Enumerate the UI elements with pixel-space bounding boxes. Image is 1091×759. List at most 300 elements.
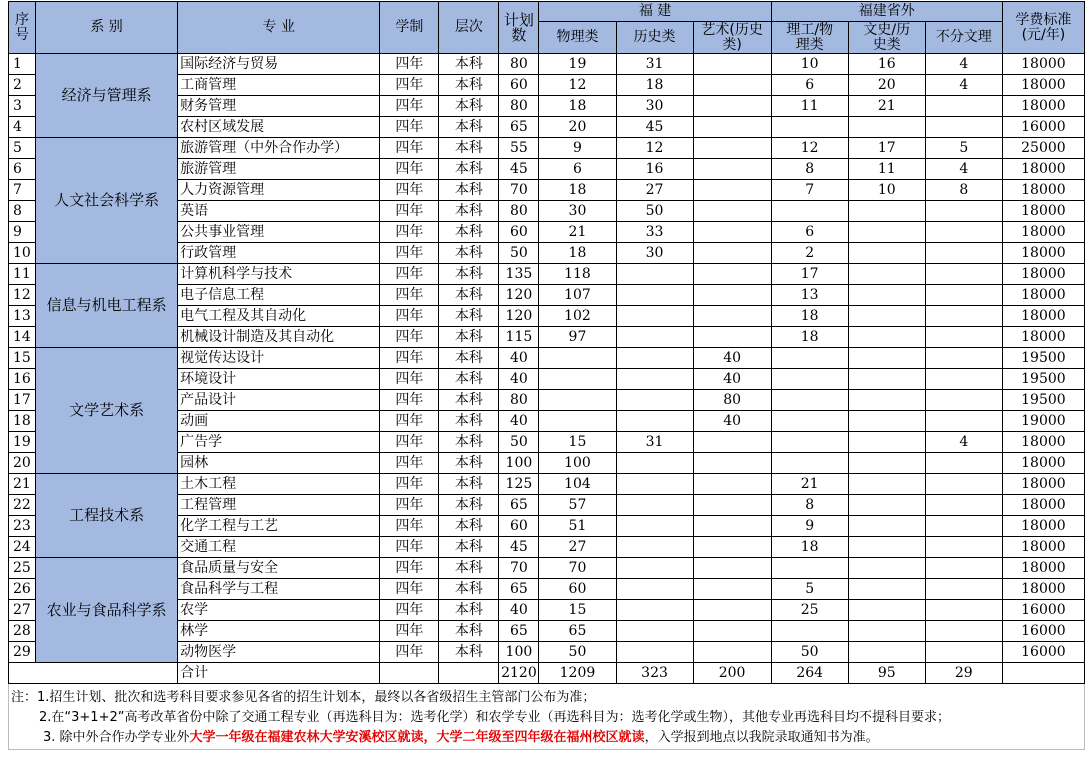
total-value: 323 bbox=[616, 663, 693, 684]
cell-seq: 2 bbox=[9, 75, 36, 96]
cell-sci: 12 bbox=[771, 138, 848, 159]
col-header-nosplit: 不分文理 bbox=[925, 22, 1002, 54]
cell-level: 本科 bbox=[439, 222, 499, 243]
dept-cell: 农业与食品科学系 bbox=[36, 558, 178, 663]
cell-plan: 45 bbox=[499, 537, 539, 558]
cell-nosplit: 8 bbox=[925, 180, 1002, 201]
cell-lib: 20 bbox=[848, 75, 925, 96]
cell-seq: 6 bbox=[9, 159, 36, 180]
cell-seq: 22 bbox=[9, 495, 36, 516]
cell-art bbox=[693, 516, 771, 537]
cell-lib bbox=[848, 243, 925, 264]
cell-major: 农村区域发展 bbox=[178, 117, 380, 138]
notes-section bbox=[8, 684, 1085, 750]
cell-duration: 四年 bbox=[380, 138, 439, 159]
cell-history: 27 bbox=[616, 180, 693, 201]
cell-nosplit: 4 bbox=[925, 432, 1002, 453]
cell-major: 公共事业管理 bbox=[178, 222, 380, 243]
cell-fee: 18000 bbox=[1002, 75, 1084, 96]
cell-fee: 18000 bbox=[1002, 285, 1084, 306]
cell-duration: 四年 bbox=[380, 54, 439, 75]
cell-sci bbox=[771, 432, 848, 453]
cell-seq: 27 bbox=[9, 600, 36, 621]
cell-duration: 四年 bbox=[380, 243, 439, 264]
cell-level: 本科 bbox=[439, 138, 499, 159]
cell-sci: 6 bbox=[771, 222, 848, 243]
total-value: 2120 bbox=[499, 663, 539, 684]
cell-physics: 21 bbox=[539, 222, 616, 243]
cell-duration: 四年 bbox=[380, 348, 439, 369]
cell-history: 31 bbox=[616, 54, 693, 75]
cell-history bbox=[616, 453, 693, 474]
cell-level: 本科 bbox=[439, 264, 499, 285]
cell-fee: 18000 bbox=[1002, 474, 1084, 495]
cell-nosplit bbox=[925, 537, 1002, 558]
cell-art: 40 bbox=[693, 411, 771, 432]
cell-sci bbox=[771, 369, 848, 390]
cell-seq: 15 bbox=[9, 348, 36, 369]
cell-seq: 17 bbox=[9, 390, 36, 411]
table-row bbox=[9, 138, 1085, 159]
cell-duration: 四年 bbox=[380, 201, 439, 222]
cell-major: 广告学 bbox=[178, 432, 380, 453]
cell-sci: 10 bbox=[771, 54, 848, 75]
col-header-fujian: 福 建 bbox=[539, 2, 771, 22]
cell-art bbox=[693, 642, 771, 663]
cell-physics: 107 bbox=[539, 285, 616, 306]
cell-lib bbox=[848, 495, 925, 516]
cell-physics: 97 bbox=[539, 327, 616, 348]
cell-duration: 四年 bbox=[380, 222, 439, 243]
cell-plan: 50 bbox=[499, 432, 539, 453]
dept-cell: 文学艺术系 bbox=[36, 348, 178, 474]
cell-seq: 29 bbox=[9, 642, 36, 663]
cell-level: 本科 bbox=[439, 159, 499, 180]
cell-duration: 四年 bbox=[380, 390, 439, 411]
table-row bbox=[9, 54, 1085, 75]
cell-history: 31 bbox=[616, 432, 693, 453]
cell-fee: 18000 bbox=[1002, 159, 1084, 180]
cell-fee: 18000 bbox=[1002, 180, 1084, 201]
cell-physics bbox=[539, 369, 616, 390]
cell-major: 人力资源管理 bbox=[178, 180, 380, 201]
cell-lib bbox=[848, 579, 925, 600]
cell-lib bbox=[848, 558, 925, 579]
cell-nosplit bbox=[925, 579, 1002, 600]
cell-history bbox=[616, 621, 693, 642]
cell-plan: 80 bbox=[499, 54, 539, 75]
table-row bbox=[9, 474, 1085, 495]
cell-nosplit: 4 bbox=[925, 159, 1002, 180]
cell-fee: 18000 bbox=[1002, 495, 1084, 516]
cell-sci bbox=[771, 453, 848, 474]
cell-major: 财务管理 bbox=[178, 96, 380, 117]
col-header-plan: 计划数 bbox=[499, 2, 539, 54]
cell-plan: 125 bbox=[499, 474, 539, 495]
cell-art bbox=[693, 558, 771, 579]
cell-plan: 80 bbox=[499, 201, 539, 222]
cell-sci: 18 bbox=[771, 327, 848, 348]
cell-major: 化学工程与工艺 bbox=[178, 516, 380, 537]
cell-nosplit bbox=[925, 558, 1002, 579]
cell-level: 本科 bbox=[439, 201, 499, 222]
cell-art bbox=[693, 96, 771, 117]
cell-nosplit bbox=[925, 516, 1002, 537]
cell-physics: 12 bbox=[539, 75, 616, 96]
cell-fee: 25000 bbox=[1002, 138, 1084, 159]
cell-level: 本科 bbox=[439, 54, 499, 75]
total-value: 200 bbox=[693, 663, 771, 684]
cell-duration: 四年 bbox=[380, 285, 439, 306]
cell-history: 33 bbox=[616, 222, 693, 243]
cell-level: 本科 bbox=[439, 600, 499, 621]
cell-major: 交通工程 bbox=[178, 537, 380, 558]
cell-lib: 11 bbox=[848, 159, 925, 180]
cell-fee: 18000 bbox=[1002, 432, 1084, 453]
cell-physics: 18 bbox=[539, 180, 616, 201]
cell-duration: 四年 bbox=[380, 558, 439, 579]
cell-level: 本科 bbox=[439, 474, 499, 495]
cell-nosplit bbox=[925, 327, 1002, 348]
table-row bbox=[9, 558, 1085, 579]
cell-nosplit bbox=[925, 390, 1002, 411]
cell-sci: 9 bbox=[771, 516, 848, 537]
cell-art bbox=[693, 180, 771, 201]
cell-art bbox=[693, 327, 771, 348]
cell-history bbox=[616, 264, 693, 285]
cell-seq: 21 bbox=[9, 474, 36, 495]
cell-lib bbox=[848, 285, 925, 306]
cell-seq: 20 bbox=[9, 453, 36, 474]
col-header-level: 层次 bbox=[439, 2, 499, 54]
col-header-major: 专 业 bbox=[178, 2, 380, 54]
cell-seq: 24 bbox=[9, 537, 36, 558]
cell-plan: 65 bbox=[499, 495, 539, 516]
cell-sci: 50 bbox=[771, 642, 848, 663]
cell-fee: 18000 bbox=[1002, 516, 1084, 537]
cell-plan: 70 bbox=[499, 558, 539, 579]
cell-history: 50 bbox=[616, 201, 693, 222]
cell-history bbox=[616, 537, 693, 558]
cell-level: 本科 bbox=[439, 243, 499, 264]
cell-lib bbox=[848, 621, 925, 642]
cell-lib bbox=[848, 306, 925, 327]
cell-lib bbox=[848, 348, 925, 369]
cell-major: 视觉传达设计 bbox=[178, 348, 380, 369]
cell-level: 本科 bbox=[439, 621, 499, 642]
cell-nosplit bbox=[925, 96, 1002, 117]
cell-seq: 25 bbox=[9, 558, 36, 579]
cell-level: 本科 bbox=[439, 96, 499, 117]
cell-seq: 19 bbox=[9, 432, 36, 453]
cell-plan: 40 bbox=[499, 600, 539, 621]
cell-physics: 18 bbox=[539, 243, 616, 264]
cell-art bbox=[693, 474, 771, 495]
total-value: 29 bbox=[925, 663, 1002, 684]
cell-lib: 16 bbox=[848, 54, 925, 75]
cell-history bbox=[616, 348, 693, 369]
cell-history bbox=[616, 642, 693, 663]
note-3 bbox=[43, 726, 879, 745]
total-blank bbox=[380, 663, 439, 684]
cell-history bbox=[616, 306, 693, 327]
cell-lib bbox=[848, 537, 925, 558]
cell-plan: 45 bbox=[499, 159, 539, 180]
cell-seq: 12 bbox=[9, 285, 36, 306]
cell-duration: 四年 bbox=[380, 264, 439, 285]
cell-fee: 19000 bbox=[1002, 411, 1084, 432]
cell-nosplit bbox=[925, 474, 1002, 495]
cell-plan: 135 bbox=[499, 264, 539, 285]
cell-physics: 102 bbox=[539, 306, 616, 327]
cell-major: 农学 bbox=[178, 600, 380, 621]
total-value: 264 bbox=[771, 663, 848, 684]
cell-lib bbox=[848, 600, 925, 621]
cell-major: 旅游管理（中外合作办学） bbox=[178, 138, 380, 159]
cell-nosplit bbox=[925, 411, 1002, 432]
col-header-fee: 学费标准(元/年) bbox=[1002, 2, 1084, 54]
cell-physics bbox=[539, 411, 616, 432]
cell-duration: 四年 bbox=[380, 369, 439, 390]
cell-physics: 60 bbox=[539, 579, 616, 600]
cell-duration: 四年 bbox=[380, 159, 439, 180]
cell-fee: 18000 bbox=[1002, 327, 1084, 348]
cell-fee: 18000 bbox=[1002, 537, 1084, 558]
cell-nosplit bbox=[925, 222, 1002, 243]
cell-fee: 16000 bbox=[1002, 600, 1084, 621]
cell-duration: 四年 bbox=[380, 642, 439, 663]
cell-nosplit: 5 bbox=[925, 138, 1002, 159]
cell-seq: 16 bbox=[9, 369, 36, 390]
cell-level: 本科 bbox=[439, 348, 499, 369]
cell-seq: 28 bbox=[9, 621, 36, 642]
cell-seq: 26 bbox=[9, 579, 36, 600]
cell-physics: 100 bbox=[539, 453, 616, 474]
cell-art bbox=[693, 264, 771, 285]
cell-duration: 四年 bbox=[380, 516, 439, 537]
total-blank bbox=[1002, 663, 1084, 684]
cell-fee: 18000 bbox=[1002, 243, 1084, 264]
total-row bbox=[9, 663, 1085, 684]
cell-art bbox=[693, 306, 771, 327]
cell-plan: 65 bbox=[499, 117, 539, 138]
cell-level: 本科 bbox=[439, 285, 499, 306]
cell-art bbox=[693, 138, 771, 159]
cell-sci: 8 bbox=[771, 159, 848, 180]
cell-major: 园林 bbox=[178, 453, 380, 474]
cell-seq: 1 bbox=[9, 54, 36, 75]
cell-lib bbox=[848, 117, 925, 138]
cell-sci: 13 bbox=[771, 285, 848, 306]
cell-art bbox=[693, 579, 771, 600]
col-header-dept: 系 别 bbox=[36, 2, 178, 54]
cell-major: 食品科学与工程 bbox=[178, 579, 380, 600]
cell-physics: 51 bbox=[539, 516, 616, 537]
cell-history bbox=[616, 579, 693, 600]
cell-nosplit bbox=[925, 117, 1002, 138]
cell-fee: 18000 bbox=[1002, 306, 1084, 327]
cell-art bbox=[693, 243, 771, 264]
cell-duration: 四年 bbox=[380, 432, 439, 453]
note-3-prefix: 3. 除中外合作办学专业外 bbox=[43, 730, 190, 745]
cell-nosplit bbox=[925, 369, 1002, 390]
cell-major: 国际经济与贸易 bbox=[178, 54, 380, 75]
cell-physics bbox=[539, 348, 616, 369]
cell-fee: 18000 bbox=[1002, 264, 1084, 285]
cell-art bbox=[693, 432, 771, 453]
cell-sci bbox=[771, 411, 848, 432]
cell-seq: 11 bbox=[9, 264, 36, 285]
cell-physics: 15 bbox=[539, 600, 616, 621]
cell-duration: 四年 bbox=[380, 306, 439, 327]
dept-cell: 人文社会科学系 bbox=[36, 138, 178, 264]
cell-fee: 18000 bbox=[1002, 222, 1084, 243]
cell-plan: 40 bbox=[499, 369, 539, 390]
cell-major: 旅游管理 bbox=[178, 159, 380, 180]
cell-plan: 120 bbox=[499, 306, 539, 327]
cell-sci: 18 bbox=[771, 306, 848, 327]
cell-level: 本科 bbox=[439, 558, 499, 579]
cell-major: 动画 bbox=[178, 411, 380, 432]
cell-nosplit: 4 bbox=[925, 54, 1002, 75]
cell-level: 本科 bbox=[439, 369, 499, 390]
cell-plan: 55 bbox=[499, 138, 539, 159]
cell-lib bbox=[848, 516, 925, 537]
cell-level: 本科 bbox=[439, 390, 499, 411]
note-3-suffix: ，入学报到地点以我院录取通知书为准。 bbox=[644, 730, 879, 745]
cell-level: 本科 bbox=[439, 432, 499, 453]
cell-level: 本科 bbox=[439, 180, 499, 201]
total-value: 95 bbox=[848, 663, 925, 684]
cell-duration: 四年 bbox=[380, 180, 439, 201]
cell-fee: 18000 bbox=[1002, 201, 1084, 222]
cell-art: 80 bbox=[693, 390, 771, 411]
cell-history: 18 bbox=[616, 75, 693, 96]
cell-level: 本科 bbox=[439, 327, 499, 348]
cell-art bbox=[693, 222, 771, 243]
col-header-physics: 物理类 bbox=[539, 22, 616, 54]
cell-sci: 11 bbox=[771, 96, 848, 117]
cell-seq: 18 bbox=[9, 411, 36, 432]
cell-physics: 20 bbox=[539, 117, 616, 138]
cell-seq: 8 bbox=[9, 201, 36, 222]
cell-sci: 21 bbox=[771, 474, 848, 495]
cell-seq: 4 bbox=[9, 117, 36, 138]
cell-sci bbox=[771, 348, 848, 369]
cell-lib bbox=[848, 642, 925, 663]
cell-fee: 19500 bbox=[1002, 390, 1084, 411]
cell-lib: 10 bbox=[848, 180, 925, 201]
cell-nosplit bbox=[925, 285, 1002, 306]
cell-art: 40 bbox=[693, 348, 771, 369]
total-blank bbox=[439, 663, 499, 684]
cell-nosplit bbox=[925, 348, 1002, 369]
cell-sci: 5 bbox=[771, 579, 848, 600]
total-value: 1209 bbox=[539, 663, 616, 684]
cell-level: 本科 bbox=[439, 579, 499, 600]
dept-cell: 经济与管理系 bbox=[36, 54, 178, 138]
cell-lib bbox=[848, 432, 925, 453]
cell-level: 本科 bbox=[439, 75, 499, 96]
dept-cell: 信息与机电工程系 bbox=[36, 264, 178, 348]
cell-sci bbox=[771, 201, 848, 222]
cell-physics: 27 bbox=[539, 537, 616, 558]
cell-physics: 118 bbox=[539, 264, 616, 285]
cell-art bbox=[693, 453, 771, 474]
cell-fee: 18000 bbox=[1002, 96, 1084, 117]
total-label: 合计 bbox=[178, 663, 380, 684]
cell-fee: 19500 bbox=[1002, 369, 1084, 390]
cell-art bbox=[693, 495, 771, 516]
cell-fee: 19500 bbox=[1002, 348, 1084, 369]
cell-major: 食品质量与安全 bbox=[178, 558, 380, 579]
cell-physics: 15 bbox=[539, 432, 616, 453]
cell-lib bbox=[848, 327, 925, 348]
cell-seq: 3 bbox=[9, 96, 36, 117]
cell-history: 12 bbox=[616, 138, 693, 159]
cell-history: 30 bbox=[616, 96, 693, 117]
note-3-emphasis: 大学一年级在福建农林大学安溪校区就读，大学二年级至四年级在福州校区就读 bbox=[189, 730, 645, 745]
cell-sci: 8 bbox=[771, 495, 848, 516]
cell-nosplit bbox=[925, 201, 1002, 222]
col-header-art: 艺术(历史类) bbox=[693, 22, 771, 54]
cell-art bbox=[693, 537, 771, 558]
cell-lib bbox=[848, 222, 925, 243]
cell-plan: 65 bbox=[499, 621, 539, 642]
cell-physics: 30 bbox=[539, 201, 616, 222]
cell-major: 英语 bbox=[178, 201, 380, 222]
cell-plan: 120 bbox=[499, 285, 539, 306]
cell-major: 电气工程及其自动化 bbox=[178, 306, 380, 327]
cell-nosplit bbox=[925, 264, 1002, 285]
cell-fee: 16000 bbox=[1002, 621, 1084, 642]
cell-level: 本科 bbox=[439, 117, 499, 138]
dept-cell: 工程技术系 bbox=[36, 474, 178, 558]
cell-art bbox=[693, 621, 771, 642]
cell-sci: 2 bbox=[771, 243, 848, 264]
cell-duration: 四年 bbox=[380, 75, 439, 96]
cell-lib: 17 bbox=[848, 138, 925, 159]
cell-history: 45 bbox=[616, 117, 693, 138]
cell-sci: 17 bbox=[771, 264, 848, 285]
cell-lib bbox=[848, 411, 925, 432]
cell-art bbox=[693, 159, 771, 180]
cell-history bbox=[616, 411, 693, 432]
cell-major: 计算机科学与技术 bbox=[178, 264, 380, 285]
cell-plan: 60 bbox=[499, 222, 539, 243]
cell-physics: 6 bbox=[539, 159, 616, 180]
cell-plan: 100 bbox=[499, 642, 539, 663]
cell-sci: 7 bbox=[771, 180, 848, 201]
cell-plan: 60 bbox=[499, 516, 539, 537]
cell-major: 环境设计 bbox=[178, 369, 380, 390]
cell-duration: 四年 bbox=[380, 453, 439, 474]
cell-sci: 6 bbox=[771, 75, 848, 96]
note-2: 2.在“3+1+2”高考改革省份中除了交通工程专业（再选科目为：选考化学）和农学专业（再选科目为：选考化学或生物），其他专业再选科目均不提科目要求； bbox=[39, 710, 950, 725]
cell-lib bbox=[848, 474, 925, 495]
cell-duration: 四年 bbox=[380, 474, 439, 495]
cell-sci: 25 bbox=[771, 600, 848, 621]
cell-nosplit: 4 bbox=[925, 75, 1002, 96]
cell-duration: 四年 bbox=[380, 327, 439, 348]
cell-nosplit bbox=[925, 621, 1002, 642]
cell-seq: 14 bbox=[9, 327, 36, 348]
cell-physics: 104 bbox=[539, 474, 616, 495]
cell-lib: 21 bbox=[848, 96, 925, 117]
cell-history: 30 bbox=[616, 243, 693, 264]
cell-major: 土木工程 bbox=[178, 474, 380, 495]
cell-level: 本科 bbox=[439, 411, 499, 432]
